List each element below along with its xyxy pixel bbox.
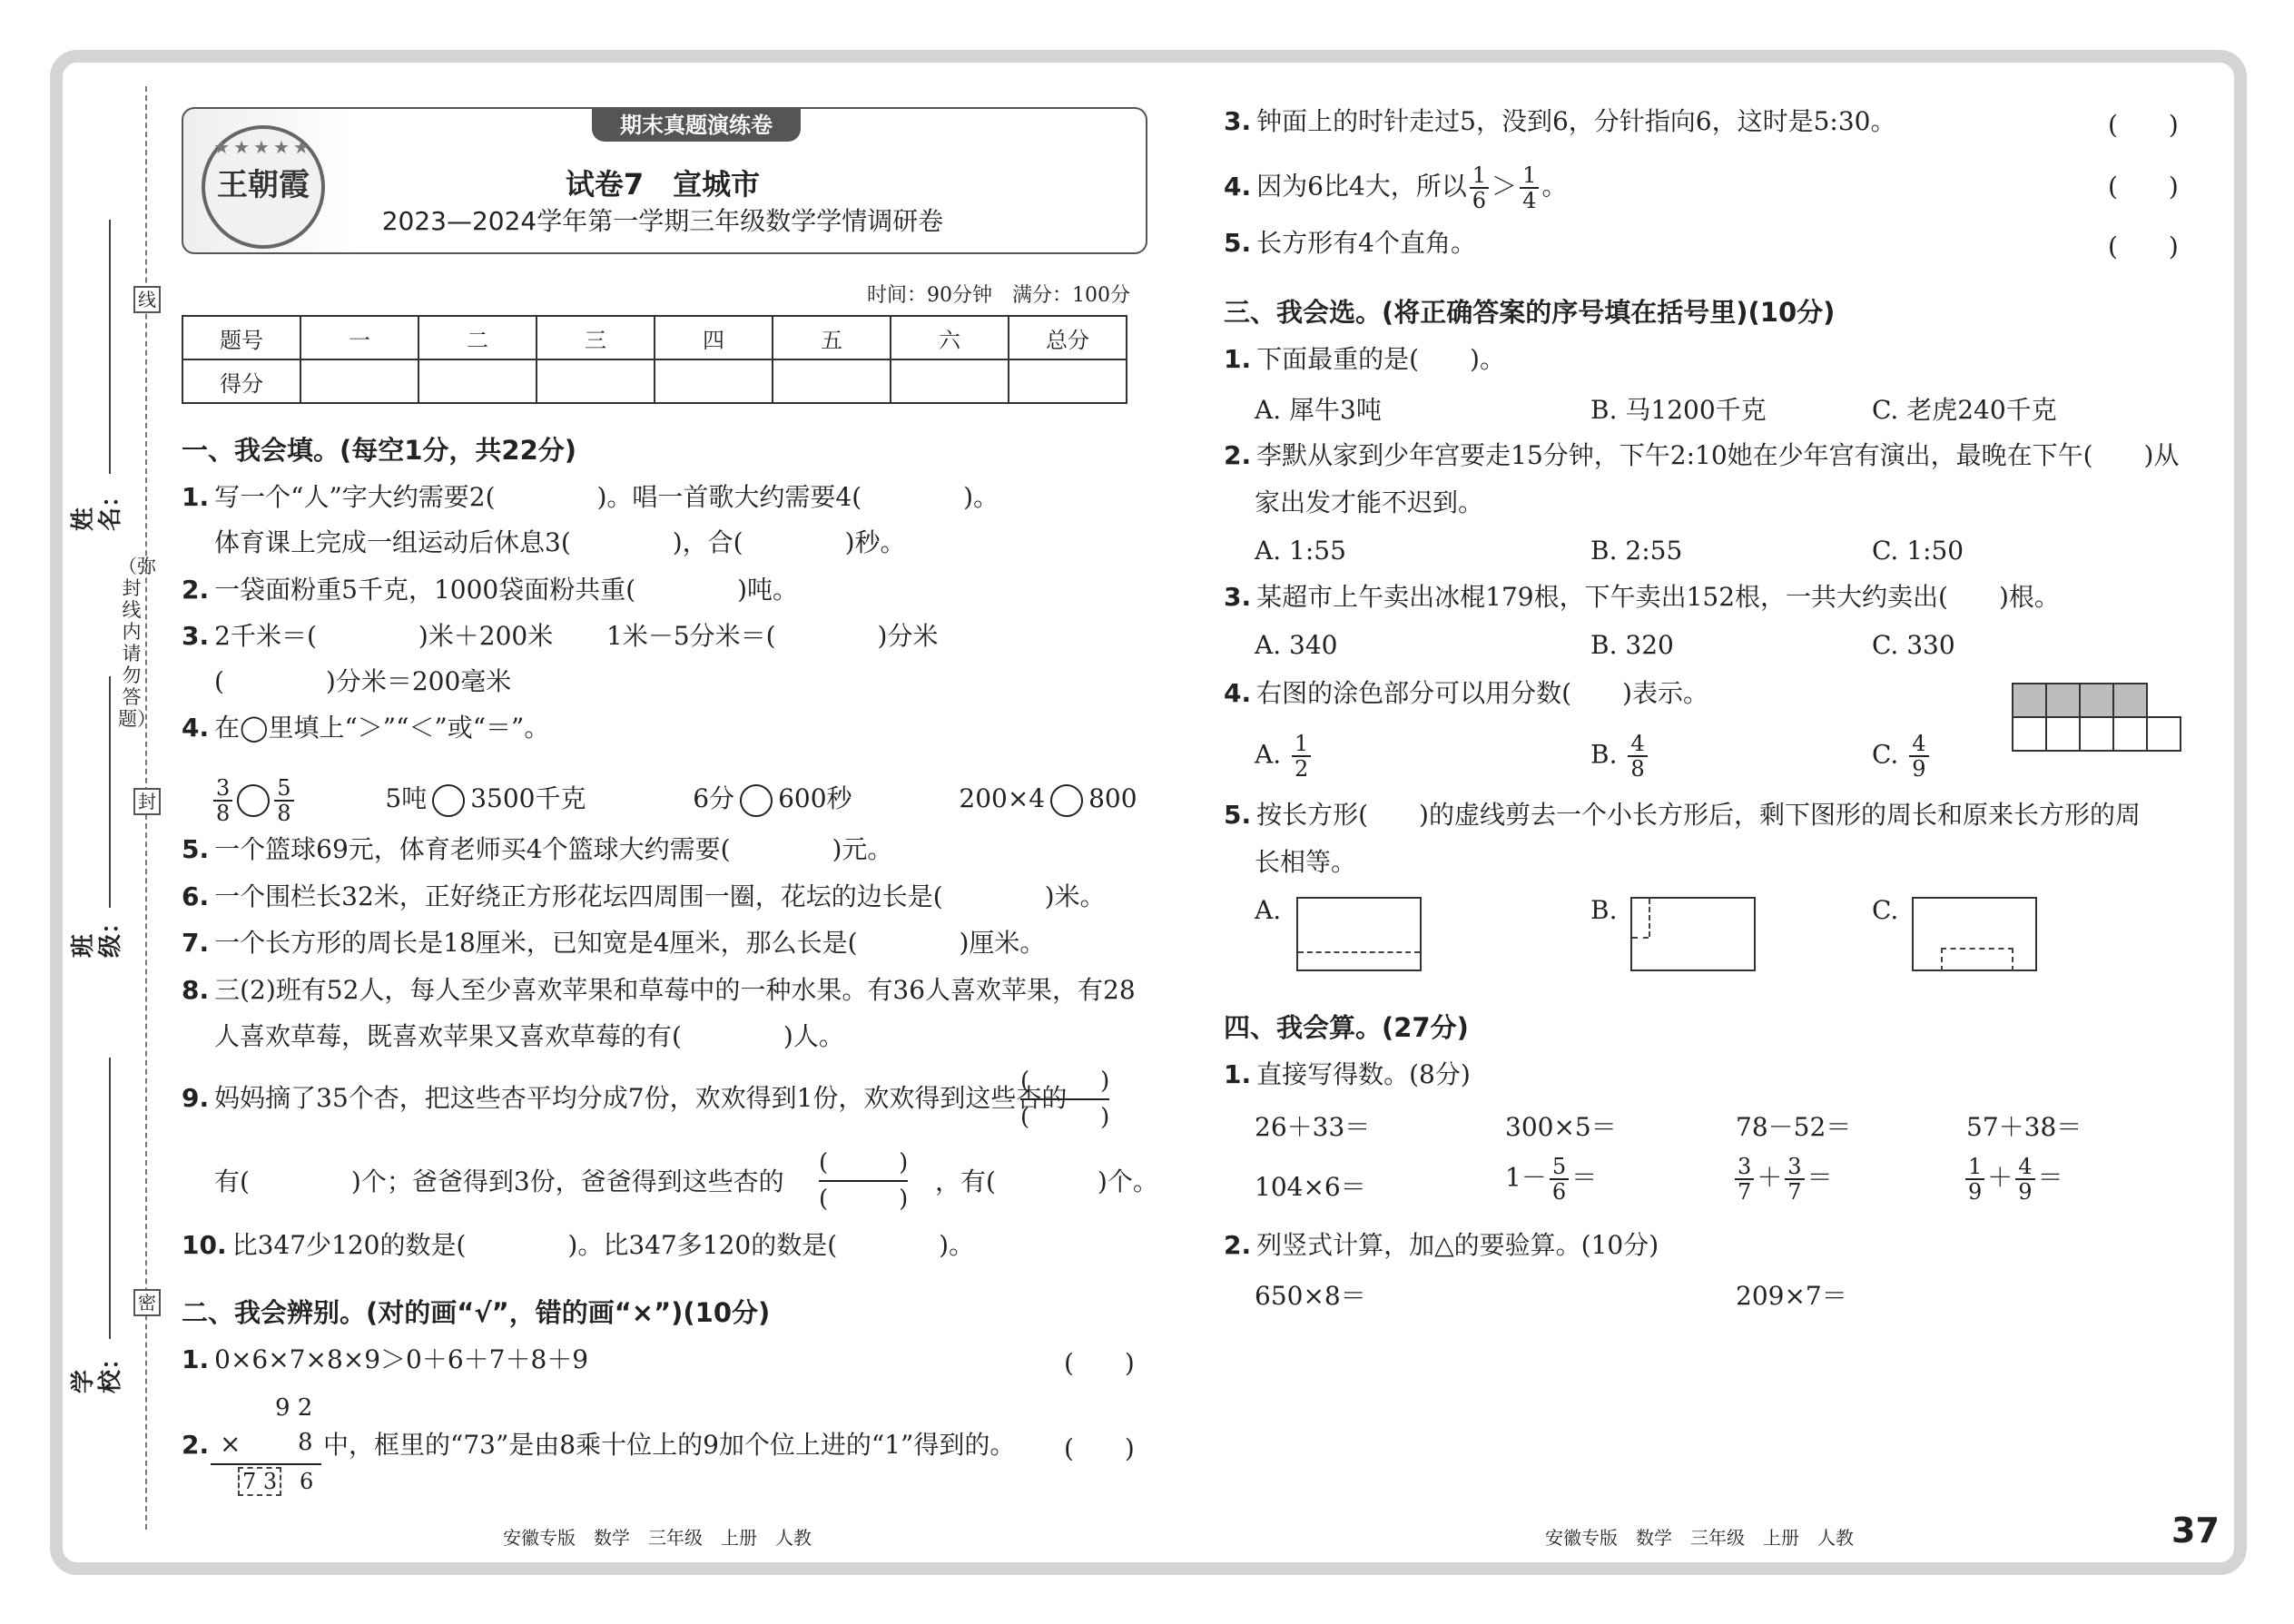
s1-q9-fraction-blank-2[interactable]: ( ) ( ) (819, 1146, 908, 1216)
s1-q1-line1: 1. 写一个“人”字大约需要2( )。唱一首歌大约需要4( )。 (182, 482, 999, 512)
table-header-cell: 三 (537, 316, 655, 359)
s3-q4-option-a[interactable]: A. $\frac{1}{2}$ (1255, 732, 1314, 781)
fraction: $\frac{5}{8}$ (274, 776, 293, 825)
score-cell[interactable] (418, 359, 537, 403)
calc-item: 104×6＝ (1255, 1172, 1366, 1202)
section-4-title: 四、我会算。(27分) (1224, 1012, 1469, 1043)
calc-item: 209×7＝ (1736, 1281, 1847, 1311)
s3-q2-line2: 家出发才能不迟到。 (1255, 487, 1484, 517)
compare-circle[interactable] (1050, 784, 1083, 817)
time-info: 时间：90分钟 满分：100分 (867, 284, 1130, 307)
name-label: 姓名： (70, 483, 124, 531)
s3-q1: 1. 下面最重的是( )。 (1224, 344, 1505, 374)
s1-q4-items: $\frac{3}{8}$ $\frac{5}{8}$ 5吨 3500千克 6分 600秒 200×4 800 (211, 772, 1137, 826)
paper-subtitle: 2023—2024学年第一学期三年级数学学情调研卷 (381, 206, 944, 236)
class-label: 班级： (70, 910, 124, 958)
s1-q5: 5. 一个篮球69元，体育老师买4个篮球大约需要( )元。 (182, 834, 893, 864)
fraction: $\frac{3}{7}$ (1735, 1155, 1754, 1204)
s3-q2-line1: 2. 李默从家到少年宫要走15分钟，下午2:10她在少年宫有演出，最晚在下午( )从 (1224, 440, 2180, 470)
s2-q1: 1. 0×6×7×8×9＞0＋6＋7＋8＋9 (182, 1344, 589, 1374)
school-line[interactable] (109, 1058, 111, 1339)
s3-q2-option-c[interactable]: C. 1:50 (1872, 536, 1964, 566)
score-cell[interactable] (773, 359, 891, 403)
fraction: $\frac{4}{9}$ (1909, 732, 1928, 781)
line-mark: 线 (133, 286, 161, 313)
school-label: 学校： (70, 1345, 124, 1393)
s1-q7: 7. 一个长方形的周长是18厘米，已知宽是4厘米，那么长是( )厘米。 (182, 928, 1046, 958)
s2-q5: 5. 长方形有4个直角。 (1224, 228, 1476, 258)
s3-q3-option-c[interactable]: C. 330 (1872, 630, 1955, 660)
s3-q2-option-a[interactable]: A. 1:55 (1255, 536, 1346, 566)
calc-item: 78－52＝ (1736, 1112, 1852, 1142)
s2-q3: 3. 钟面上的时针走过5，没到6，分针指向6，这时是5:30。 (1224, 106, 1896, 136)
seal-mark: 封 (133, 788, 161, 815)
s3-q4-option-c[interactable]: C. $\frac{4}{9}$ (1872, 732, 1932, 781)
table-row-label: 得分 (182, 359, 300, 403)
score-cell[interactable] (537, 359, 655, 403)
s3-q5-option-c[interactable]: C. (1872, 895, 1899, 925)
s4-q2: 2. 列竖式计算，加△的要验算。(10分) (1224, 1230, 1659, 1260)
secret-mark: 密 (133, 1289, 161, 1316)
section-2-title: 二、我会辨别。(对的画“√”，错的画“×”)(10分) (182, 1297, 771, 1328)
calc-item: 57＋38＝ (1966, 1112, 2082, 1142)
fraction: $\frac{1}{6}$ (1470, 163, 1489, 212)
rectangle-figure-c (1912, 897, 2037, 971)
s2-q1-answer[interactable]: ( ) (1064, 1348, 1135, 1378)
s2-q5-answer[interactable]: ( ) (2108, 231, 2179, 261)
s1-q3-c: ( )分米＝200毫米 (214, 666, 512, 696)
fraction: $\frac{5}{6}$ (1550, 1155, 1569, 1204)
calc-item: 26＋33＝ (1255, 1112, 1371, 1142)
s4-q1: 1. 直接写得数。(8分) (1224, 1059, 1471, 1089)
s1-q2: 2. 一袋面粉重5千克，1000袋面粉共重( )吨。 (182, 575, 799, 605)
s3-q1-option-c[interactable]: C. 老虎240千克 (1872, 395, 2057, 425)
section-3-title: 三、我会选。(将正确答案的序号填在括号里)(10分) (1224, 297, 1836, 328)
binding-note: （弥封线内请勿答题） (118, 556, 156, 730)
s3-q5-option-a[interactable]: A. (1255, 895, 1282, 925)
footer-right: 安徽专版 数学 三年级 上册 人教 (1545, 1527, 1854, 1549)
s1-q6: 6. 一个围栏长32米，正好绕正方形花坛四周围一圈，花坛的边长是( )米。 (182, 881, 1106, 911)
s3-q3: 3. 某超市上午卖出冰棍179根，下午卖出152根，一共大约卖出( )根。 (1224, 582, 2060, 612)
publisher-logo: ★★★★★ 王朝霞 (202, 125, 325, 249)
score-cell[interactable] (655, 359, 773, 403)
page-number: 37 (2171, 1511, 2220, 1550)
fraction: $\frac{4}{8}$ (1628, 732, 1647, 781)
footer-left: 安徽专版 数学 三年级 上册 人教 (503, 1527, 812, 1549)
fraction: $\frac{3}{7}$ (1785, 1155, 1804, 1204)
s1-q8-line2: 人喜欢草莓，既喜欢苹果又喜欢草莓的有( )人。 (214, 1021, 844, 1051)
s1-q3-b: 1米－5分米＝( )分米 (606, 621, 939, 651)
section-1-title: 一、我会填。(每空1分，共22分) (182, 435, 577, 466)
score-cell[interactable] (1009, 359, 1127, 403)
s3-q5-line1: 5. 按长方形( )的虚线剪去一个小长方形后，剩下图形的周长和原来长方形的周 (1224, 800, 2141, 830)
score-cell[interactable] (891, 359, 1009, 403)
s1-q9-line2: 有( )个；爸爸得到3份，爸爸得到这些杏的 (214, 1166, 784, 1196)
calc-item: $\frac{3}{7}$ ＋ $\frac{3}{7}$ ＝ (1732, 1155, 1833, 1204)
s1-q3-a: 3. 2千米＝( )米＋200米 (182, 621, 554, 651)
s2-q2-rule (211, 1463, 321, 1465)
s2-q2-last-digit: 6 (300, 1469, 314, 1494)
s3-q5-option-b[interactable]: B. (1590, 895, 1618, 925)
s3-q3-option-b[interactable]: B. 320 (1590, 630, 1674, 660)
s3-q3-option-a[interactable]: A. 340 (1255, 630, 1338, 660)
table-header-cell: 一 (300, 316, 418, 359)
calc-item: 1－ $\frac{5}{6}$ ＝ (1505, 1154, 1598, 1205)
compare-circle[interactable] (432, 784, 465, 817)
s2-q2-answer[interactable]: ( ) (1064, 1433, 1135, 1463)
s1-q9-fraction-blank-1[interactable]: ( ) ( ) (1020, 1064, 1109, 1135)
s1-q10: 10. 比347少120的数是( )。比347多120的数是( )。 (182, 1230, 975, 1260)
s3-q4: 4. 右图的涂色部分可以用分数( )表示。 (1224, 678, 1708, 708)
class-line[interactable] (109, 676, 111, 908)
table-header-cell: 总分 (1009, 316, 1127, 359)
table-header-cell: 题号 (182, 316, 300, 359)
fraction: $\frac{1}{9}$ (1965, 1155, 1984, 1204)
s2-q3-answer[interactable]: ( ) (2108, 110, 2179, 140)
compare-circle[interactable] (740, 784, 773, 817)
s2-q4: 4. 因为6比4大，所以 $\frac{1}{6}$ ＞ $\frac{1}{4}$ 。 (1224, 162, 1568, 213)
s2-q2-multiply: × (220, 1429, 241, 1459)
s2-q2-text: 中，框里的“73”是由8乘十位上的9加个位上进的“1”得到的。 (323, 1430, 1016, 1460)
compare-circle[interactable] (237, 784, 270, 817)
shaded-grid-figure (2012, 683, 2186, 753)
s1-q9-line1: 9. 妈妈摘了35个杏，把这些杏平均分成7份，欢欢得到1份，欢欢得到这些杏的 (182, 1083, 1068, 1113)
calc-item: 650×8＝ (1255, 1281, 1366, 1311)
score-table (182, 315, 1127, 404)
name-line[interactable] (109, 220, 111, 474)
table-header-cell: 五 (773, 316, 891, 359)
table-header-cell: 四 (655, 316, 773, 359)
paper-title: 试卷7 宣城市 (565, 167, 761, 202)
header-banner: 期末真题演练卷 (592, 109, 801, 142)
s2-q4-answer[interactable]: ( ) (2108, 172, 2179, 202)
table-header-cell: 二 (418, 316, 537, 359)
s1-q8-line1: 8. 三(2)班有52人，每人至少喜欢苹果和草莓中的一种水果。有36人喜欢苹果，有28 (182, 975, 1136, 1005)
fraction: $\frac{4}{9}$ (2015, 1155, 2034, 1204)
calc-item: 300×5＝ (1505, 1112, 1617, 1142)
score-cell[interactable] (300, 359, 418, 403)
rectangle-figure-b (1630, 897, 1756, 971)
s3-q4-option-b[interactable]: B. $\frac{4}{8}$ (1590, 732, 1650, 781)
s3-q2-option-b[interactable]: B. 2:55 (1590, 536, 1683, 566)
calc-item: $\frac{1}{9}$ ＋ $\frac{4}{9}$ ＝ (1963, 1155, 2063, 1204)
s1-q1-line2: 体育课上完成一组运动后休息3( )，合( )秒。 (214, 527, 906, 557)
fraction: $\frac{3}{8}$ (213, 776, 232, 825)
fraction: $\frac{1}{2}$ (1292, 732, 1311, 781)
fraction: $\frac{1}{4}$ (1520, 163, 1539, 212)
s1-q4: 4. 在◯里填上“＞”“＜”或“＝”。 (182, 713, 550, 743)
s2-q2-boxed-digits: 7 3 (238, 1467, 281, 1496)
s2-q2-number: 2. (182, 1430, 210, 1460)
table-header-cell: 六 (891, 316, 1009, 359)
rectangle-figure-a (1296, 897, 1422, 971)
s3-q5-line2: 长相等。 (1255, 847, 1357, 877)
s3-q1-option-b[interactable]: B. 马1200千克 (1590, 395, 1767, 425)
s2-q2-vertical-top: 9 2 (275, 1394, 313, 1422)
s1-q9-line2-end: ，有( )个。 (935, 1166, 1158, 1196)
s2-q2-multiplier: 8 (298, 1429, 313, 1456)
s3-q1-option-a[interactable]: A. 犀牛3吨 (1255, 395, 1382, 425)
